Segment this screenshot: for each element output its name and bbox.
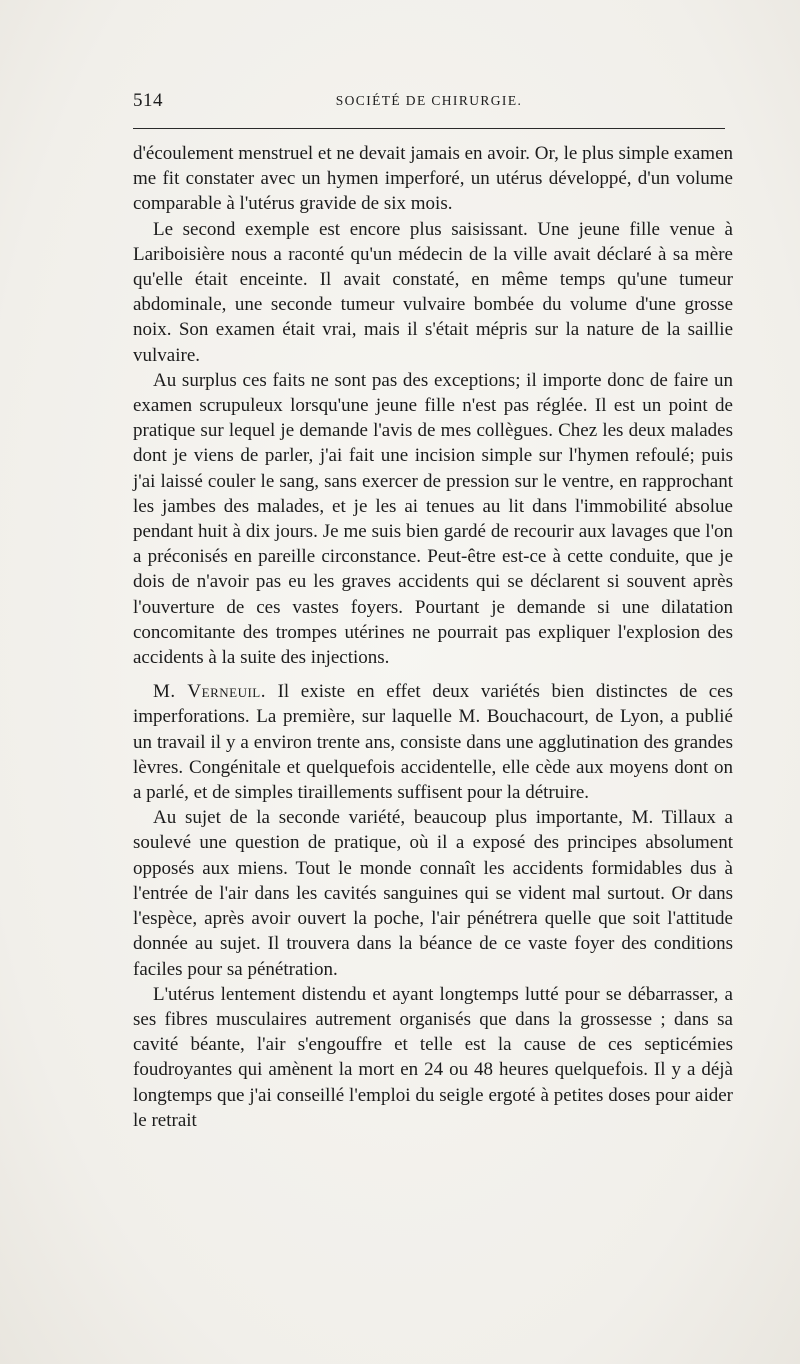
speaker-name: M. Verneuil.: [153, 681, 266, 703]
body-text: [133, 141, 733, 1133]
running-head: [133, 90, 725, 114]
running-title: SOCIÉTÉ DE CHIRURGIE.: [335, 93, 523, 108]
paragraph-second-example: Le second exemple est encore plus saisissant. Une jeune fille venue à Lariboisière nous a raconté qu'un médecin de la ville avait déclaré à sa mère qu'elle était enceinte. Il avait constaté, en même temps qu'une tumeur abdominale, une seconde tumeur vulvaire bombée du volume d'une grosse noix. Son examen était vrai, mais il s'était mépris sur la nature de la saillie vulvaire.: [133, 218, 733, 366]
paragraph-uterus: L'utérus lentement distendu et ayant longtemps lutté pour se débarrasser, a ses fibres musculaires autrement organisés que dans la grossesse ; dans sa cavité béante, l'air s'engouffre et telle est la cause de ces septicémies foudroyantes qui amènent la mort en 24 ou 48 heures quelquefois. Il y a déjà longtemps que j'ai conseillé l'emploi du seigle ergoté à petites doses pour aider le retrait: [133, 983, 733, 1131]
paragraph-surplus: Au surplus ces faits ne sont pas des exceptions; il importe donc de faire un examen scrupuleux lorsqu'une jeune fille n'est pas réglée. Il est un point de pratique sur lequel je demande l'avis de mes collègues. Chez les deux malades dont je viens de parler, j'ai fait une incision simple sur l'hymen refoulé; puis j'ai laissé couler le sang, sans exercer de pression sur le ventre, en rapprochant les jambes des malades, et je les ai tenues au lit dans l'immobilité absolue pendant huit à dix jours. Je me suis bien gardé de recourir aux lavages que l'on a préconisés en pareille circonstance. Peut-être est-ce à cette conduite, que je dois de n'avoir pas eu les graves accidents qui se déclarent si souvent après l'ouverture de ces vastes foyers. Pourtant je demande si une dilatation concomitante des trompes utérines ne pourrait pas expliquer l'explosion des accidents à la suite des injections.: [133, 369, 733, 669]
paragraph-verneuil: [133, 679, 733, 805]
paragraph-continuation: d'écoulement menstruel et ne devait jamais en avoir. Or, le plus simple examen me fit constater avec un hymen imperforé, un utérus développé, d'un volume comparable à l'utérus gravide de six mois.: [133, 143, 733, 215]
paragraph-second-variety: Au sujet de la seconde variété, beaucoup plus importante, M. Tillaux a soulevé une question de pratique, où il a exposé des principes absolument opposés aux miens. Tout le monde connaît les accidents formidables dus à l'entrée de l'air dans les cavités sanguines qui se vident mal surtout. Or dans l'espèce, après avoir ouvert la poche, l'air pénétrera quelle que soit l'attitude donnée au sujet. Il trouvera dans la béance de ce vaste foyer des conditions faciles pour sa pénétration.: [133, 807, 733, 980]
page-number: 514: [133, 90, 163, 111]
paragraph-verneuil-text: Il existe en effet deux variétés bien distinctes de ces imperforations. La première, sur laquelle M. Bouchacourt, de Lyon, a publié un travail il y a environ trente ans, consiste dans une agglutination des grandes lèvres. Congénitale et quelquefois accidentelle, elle cède aux moyens dont on a parlé, et de simples tiraillements suffisent pour la détruire.: [133, 681, 734, 804]
header-rule: [133, 128, 725, 129]
